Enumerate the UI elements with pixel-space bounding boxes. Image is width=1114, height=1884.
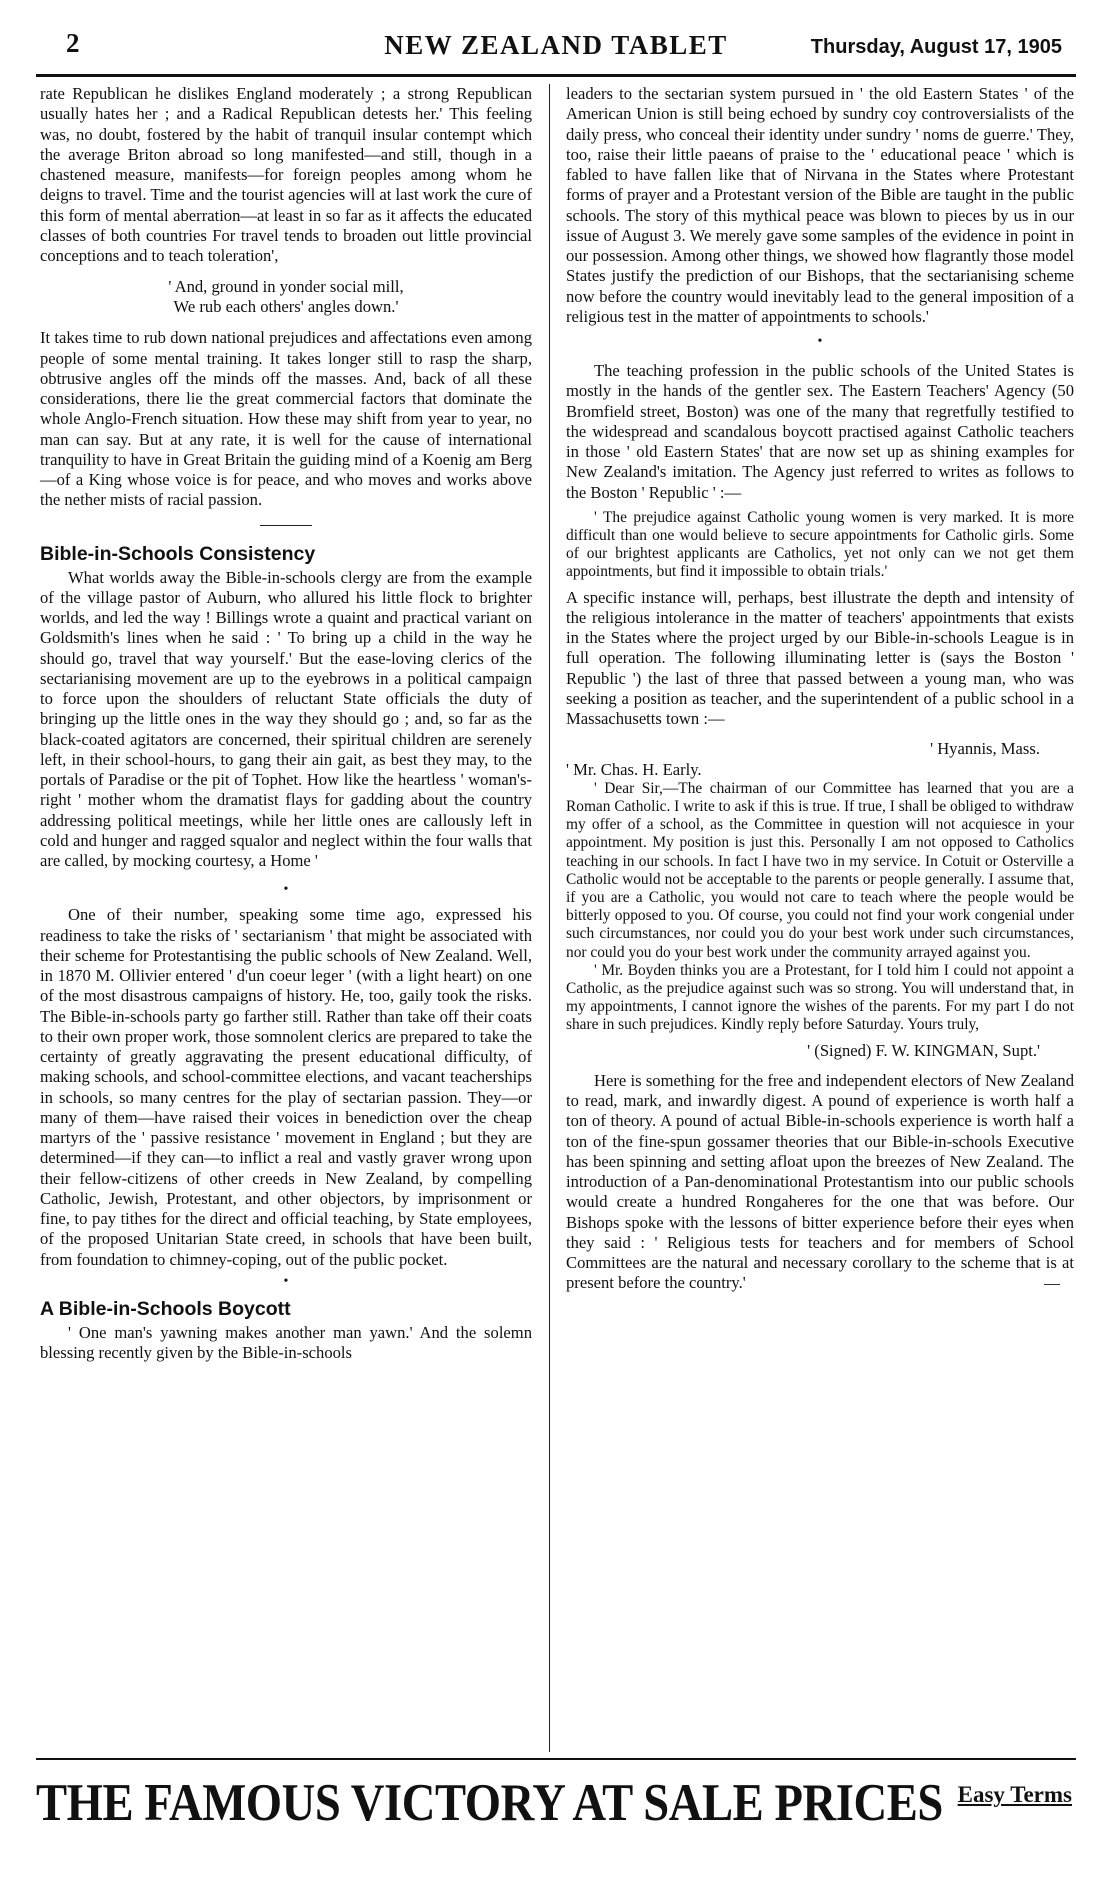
section-heading-consistency: Bible-in-Schools Consistency [40,542,316,565]
advertisement-side-text: Easy Terms [957,1782,1072,1807]
masthead [36,22,1076,74]
advertisement-headline: THE FAMOUS VICTORY AT SALE PRICES [36,1774,943,1832]
verse-line-1: ' And, ground in yonder social mill, [168,277,404,297]
right-paragraph-4: Here is something for the free and independent electors of New Zealand to read, mark, and inwardly digest. A pound of experience is worth half a ton of theory. A pound of actual Bible-in-schools experience is worth half a ton of the fine-spun gossamer theories that our Bible-in-schools Executive has been spinning and setting afloat upon the breezes of New Zealand. The introduction of a Pan-denominational Protestantism into our public schools would create a hundred Rongaheres for the one that was before. Our Bishops spoke with the lessons of bitter experience before their eyes when they said : ' Religious tests for teachers and for members of School Committees are the natural and necessary corollary to the scheme that is at present before the country.' [566,1070,1074,1293]
letter-signature: ' (Signed) F. W. KINGMAN, Supt.' [807,1040,1040,1060]
verse-quote [40,277,532,317]
letter-body-1: ' Dear Sir,—The chairman of our Committee has learned that you are a Roman Catholic. I write to ask if this is true. If true, I shall be obliged to withdraw my offer of a school, as the Committee in question will not acquiesce in your appointment. My position is just this. Personally I am not opposed to Catholics teaching in our schools. In fact I have two in my service. In Cotuit or Osterville a Catholic would not be acceptable to the parents or people generally. I assume that, if you are a Catholic, you would not care to teach where the people would be bitterly opposed to you. Of course, you could not find your work congenial under such circumstances, nor could you do your best work under such circumstances, nor could you do your best work under the community arrayed against you. [566,779,1074,961]
left-paragraph-2: It takes time to rub down national prejudices and affectations even among people of some mental training. It takes longer still to rasp the sharp, obtrusive angles off the minds off the masses. And, back of all these considerations, there lie the great commercial factors that dominate the whole Anglo-French situation. How these may shift from year to year, no man can say. But at any rate, it is well for the cause of international tranquility to have in Great Britain the guiding mind of a Koenig am Berg—of a King whose voice is for peace, and who moves and works above the nether mists of racial passion. [40,328,532,510]
bullet-separator: • [283,882,289,898]
verse-line-2: We rub each others' angles down.' [173,297,399,317]
advertisement-banner [36,1768,1076,1838]
page-number: 2 [66,28,80,58]
right-column [566,84,1074,1293]
column-divider [549,84,550,1752]
left-column [40,84,532,1363]
left-paragraph-4: One of their number, speaking some time ago, expressed his readiness to take the risks of ' sectarianism ' that might be associated with their scheme for Protestantising the public schools of New Zealand. Well, in 1870 M. Ollivier entered ' d'un coeur leger ' (with a light heart) on one of the most disastrous campaigns of history. He, too, gaily took the risks. The Bible-in-schools party go farther still. Rather than take off their coats to their own proper work, those somnolent clerics are prepared to take the certainty of greatly aggravating the present educational difficulty, of making schools, and school-committee elections, and vacant teacherships in schools, so many centres for the play of sectarian passion. They—or many of them—have raised their voices in benediction over the cheap martyrs of the ' passive resistance ' movement in England ; but they are determined—if they can—to inflict a real and vastly graver wrong upon their fellow-citizens of other creeds in New Zealand, by compelling Catholic, Jewish, Protestant, and other objectors, by imprisonment or fine, to pay tithes for the direct and official teaching, by State employees, of the proposed Unitarian State creed, in schools that have been built, from foundation to chimney-coping, out of the public pocket. [40,905,532,1269]
agency-quote: ' The prejudice against Catholic young women is very marked. It is more difficult than one would believe to secure appointments for Catholic girls. Some of our brightest applicants are Catholics, yet not only can we not get them appointments, but find it impossible to obtain trials.' [566,508,1074,581]
section-heading-boycott: A Bible-in-Schools Boycott [40,1297,291,1320]
footer-rule [36,1758,1076,1760]
letter-place: ' Hyannis, Mass. [930,739,1040,759]
end-mark [1044,1284,1060,1285]
right-paragraph-2: The teaching profession in the public schools of the United States is mostly in the hands of the gentler sex. The Eastern Teachers' Agency (50 Bromfield street, Boston) was one of the many that regretfully testified to the widespread and scandalous boycott practised against Catholic teachers in those ' old Eastern States' that are now set up as shining examples for New Zealand's imitation. The Agency just referred to writes as follows to the Boston ' Republic ' :— [566,361,1074,502]
left-paragraph-5: ' One man's yawning makes another man yawn.' And the solemn blessing recently given by the Bible-in-schools [40,1322,532,1362]
right-paragraph-1: leaders to the sectarian system pursued in ' the old Eastern States ' of the American Union is still being echoed by sundry coy controversialists of the daily press, who conceal their identity under sundry ' noms de guerre.' They, too, raise their little paeans of praise to the ' educational peace ' which is fabled to have fallen like that of Nirvana in the States where Protestant forms of prayer and a Protestant version of the Bible are taught in the public schools. The story of this mythical peace was blown to pieces by us in our issue of August 3. We merely gave some samples of the evidence in point in our possession. Among other things, we showed how flagrantly those model States justify the prediction of our Bishops, that the sectarianising scheme now before the country would inevitably lead to the general imposition of a religious test in the matter of appointments to schools.' [566,84,1074,326]
letter-body-2: ' Mr. Boyden thinks you are a Protestant, for I told him I could not appoint a Catholic, as the prejudice against such was so strong. You will understand that, in my appointments, I cannot ignore the wishes of the parents. For my part I do not share in such prejudices. Kindly reply before Saturday. Yours truly, [566,961,1074,1034]
right-paragraph-3: A specific instance will, perhaps, best illustrate the depth and intensity of the religious intolerance in the matter of teachers' appointments that exists in the States where the project urged by our Bible-in-schools League is in full operation. The following illuminating letter is (says the Boston ' Republic ') the last of three that passed between a young man, who was seeking a position as teacher, and the superintendent of a public school in a Massachusetts town :— [566,587,1074,729]
left-paragraph-1: rate Republican he dislikes England moderately ; a strong Republican usually hates her ; and a Radical Republican detests her.' This feeling was, no doubt, fostered by the habit of tranquil insular contempt which the average Briton abroad so long manifested—and still, though in a chastened measure, manifests—for foreign peoples among whom he deigns to travel. Time and the tourist agencies will at last work the cure of this form of mental aberration—at least in so far as it affects the educated classes of both countries For travel tends to broaden out little provincial conceptions and to teach toleration', [40,84,532,265]
issue-date: Thursday, August 17, 1905 [810,36,1062,58]
bullet-separator: • [817,334,823,349]
bullet-separator: • [283,1273,289,1289]
letter-recipient: ' Mr. Chas. H. Early. [566,759,702,779]
header-rule [36,74,1076,77]
section-divider [260,525,312,526]
newspaper-title: NEW ZEALAND TABLET [384,30,728,60]
left-paragraph-3: What worlds away the Bible-in-schools clergy are from the example of the village pastor of Auburn, who allured his little flock to brighter worlds, and led the way ! Billings wrote a quaint and practical variant on Goldsmith's lines when he said : ' To bring up a child in the way he should go, travel that way yourself.' But the ease-loving clerics of the sectarianising movement are up to the eyebrows in a political campaign to force upon the shoulders of reluctant State officials the duty of bringing up the little ones in the way they should go ; and, so far as the black-coated agitators are concerned, their spiritual children are serenely left, in their school-hours, to gang their ain gait, as best they may, to the portals of Paradise or the pit of Tophet. How like the heartless ' woman's-right ' mother whom the dramatist flays for gadding about the country addressing political meetings, while her little ones are callously left in cold and hunger and ragged squalor and neglect within the four walls that are called, by mocking courtesy, a Home ' [40,567,532,870]
